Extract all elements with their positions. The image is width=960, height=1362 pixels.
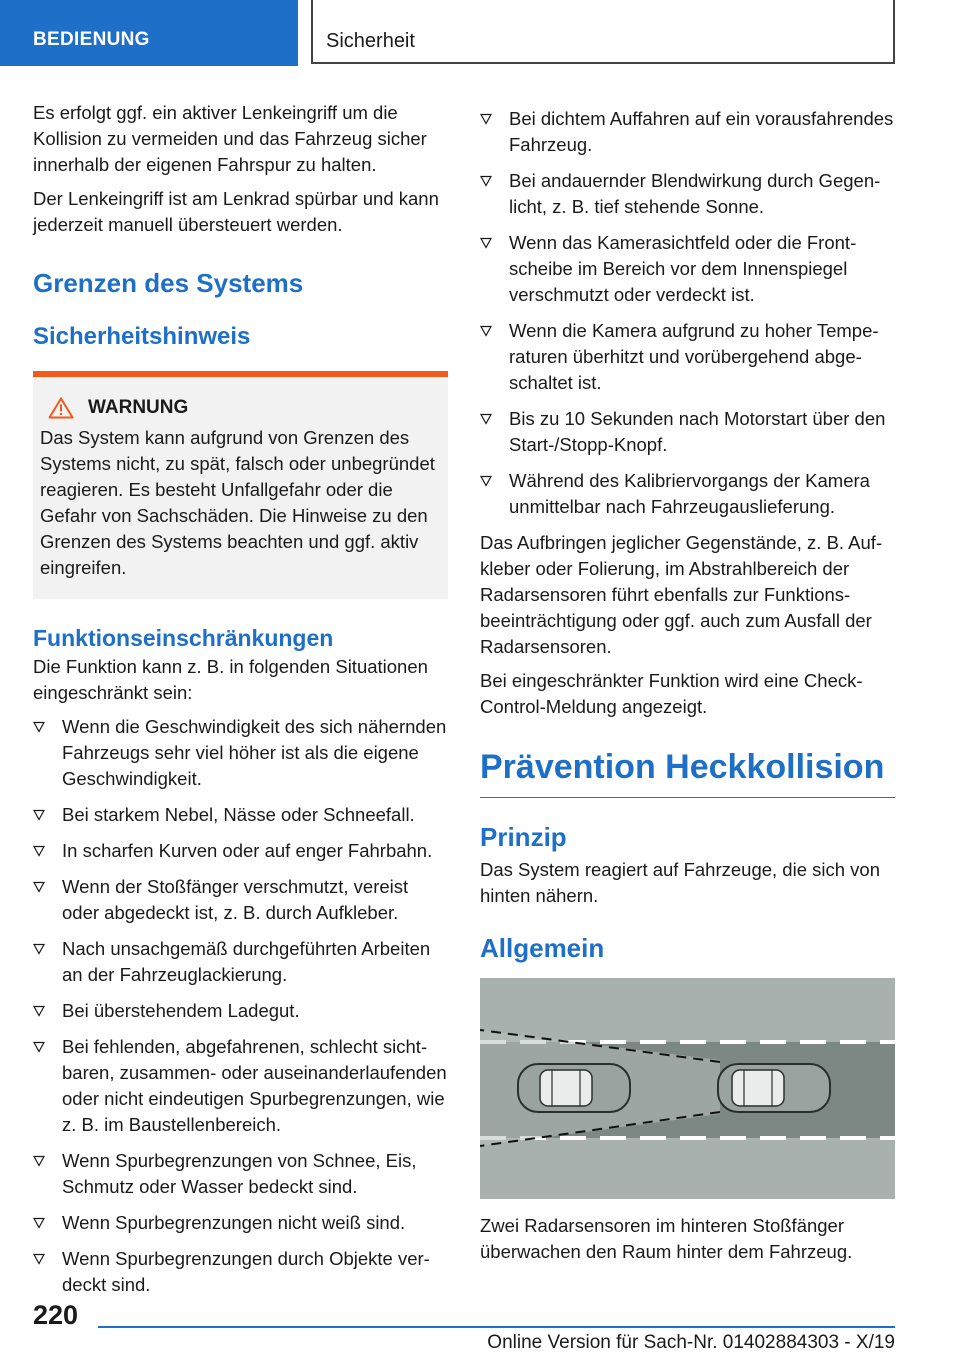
chapter-title: Sicherheit — [311, 0, 895, 64]
list-item: In scharfen Kurven oder auf enger Fahrbahn. — [33, 838, 448, 864]
warning-title: WARNUNG — [88, 397, 189, 418]
list-item: Wenn das Kamerasichtfeld oder die Frontscheibe im Bereich vor dem Innenspiegel verschmutzt oder verdeckt ist. — [480, 230, 895, 308]
list-item: Wenn Spurbegrenzungen nicht weiß sind. — [33, 1210, 448, 1236]
right-column — [480, 100, 895, 1273]
warning-box — [33, 371, 448, 599]
list-item: Wenn Spurbegrenzungen durch Objekte verdeckt sind. — [33, 1246, 448, 1298]
figure-caption: Zwei Radarsensoren im hinteren Stoßfänger überwachen den Raum hinter dem Fahrzeug. — [480, 1215, 853, 1262]
bullet-triangle-icon — [33, 881, 45, 893]
bullet-triangle-icon — [33, 809, 45, 821]
warning-text: Das System kann aufgrund von Grenzen des Systems nicht, zu spät, falsch oder unbegründet reagieren. Es besteht Unfallgefahr oder die Gefahr von Sachschäden. Die Hinweise zu den Grenzen des Systems beachten und ggf. aktiv eingreifen. — [40, 427, 435, 578]
bullet-triangle-icon — [33, 943, 45, 955]
warning-header — [40, 397, 442, 419]
bullet-triangle-icon — [33, 1253, 45, 1265]
bullet-triangle-icon — [33, 1041, 45, 1053]
list-item: Bei dichtem Auffahren auf ein vorausfahrendes Fahrzeug. — [480, 106, 895, 158]
bullet-triangle-icon — [33, 721, 45, 733]
list-item: Wenn der Stoßfänger verschmutzt, vereist oder abgedeckt ist, z. B. durch Aufkleber. — [33, 874, 448, 926]
bullet-triangle-icon — [33, 1217, 45, 1229]
heading-prinzip: Prinzip — [480, 822, 567, 852]
bullet-triangle-icon — [33, 1005, 45, 1017]
paragraph: Der Lenkeingriff ist am Lenkrad spürbar und kann jederzeit manuell übersteuert werden. — [33, 188, 439, 235]
section-tab: BEDIENUNG — [0, 0, 298, 66]
road-scene-graphic — [480, 978, 895, 1199]
online-version-note: Online Version für Sach-Nr. 01402884303 - X/19 — [487, 1332, 895, 1353]
heading-allgemein: Allgemein — [480, 933, 605, 963]
heading-praevention-heckkollision: Prävention Heckkollision — [480, 748, 895, 798]
footer-divider — [98, 1326, 895, 1328]
list-item: Bei starkem Nebel, Nässe oder Schneefall. — [33, 802, 448, 828]
limitation-list-continued — [480, 106, 895, 520]
heading-sicherheitshinweis: Sicherheitshinweis — [33, 323, 251, 350]
bullet-triangle-icon — [480, 475, 492, 487]
heading-funktionseinschraenkungen: Funktionseinschränkungen — [33, 625, 334, 651]
bullet-triangle-icon — [33, 1155, 45, 1167]
list-item: Wenn die Kamera aufgrund zu hoher Temperaturen überhitzt und vorübergehend abgeschaltet ist. — [480, 318, 895, 396]
list-item: Nach unsachgemäß durchgeführten Arbeiten an der Fahrzeuglackierung. — [33, 936, 448, 988]
bullet-triangle-icon — [480, 237, 492, 249]
bullet-triangle-icon — [33, 845, 45, 857]
list-item: Bei fehlenden, abgefahrenen, schlecht sichtbaren, zusammen- oder auseinanderlaufenden oder nicht eindeutigen Spurbegrenzungen, wie z. B. im Baustellenbereich. — [33, 1034, 448, 1138]
paragraph: Das Aufbringen jeglicher Gegenstände, z. B. Aufkleber oder Folierung, im Abstrahlbereich der Radarsensoren führt ebenfalls zur Funktionsbeeinträchtigung oder ggf. auch zum Ausfall der Radarsensoren. — [480, 532, 883, 657]
page-header — [0, 0, 960, 66]
paragraph: Die Funktion kann z. B. in folgenden Situationen eingeschränkt sein: — [33, 656, 428, 703]
rear-car-icon — [518, 1064, 630, 1112]
list-item: Bei überstehendem Ladegut. — [33, 998, 448, 1024]
paragraph: Bei eingeschränkter Funktion wird eine Check-Control-Meldung angezeigt. — [480, 670, 863, 717]
list-item: Bei andauernder Blendwirkung durch Gegenlicht, z. B. tief stehende Sonne. — [480, 168, 895, 220]
bullet-triangle-icon — [480, 175, 492, 187]
list-item: Während des Kalibriervorgangs der Kamera unmittelbar nach Fahrzeugauslieferung. — [480, 468, 895, 520]
heading-grenzen: Grenzen des Systems — [33, 268, 304, 298]
paragraph: Es erfolgt ggf. ein aktiver Lenkeingriff um die Kollision zu vermeiden und das Fahrzeug sicher innerhalb der eigenen Fahrspur zu halten. — [33, 102, 427, 175]
bullet-triangle-icon — [480, 325, 492, 337]
bullet-triangle-icon — [480, 113, 492, 125]
limitation-list — [33, 714, 448, 1298]
warning-triangle-icon — [48, 397, 74, 419]
page-number: 220 — [33, 1300, 79, 1330]
own-car-icon — [718, 1064, 830, 1112]
paragraph: Das System reagiert auf Fahrzeuge, die sich von hinten nähern. — [480, 859, 880, 906]
list-item: Bis zu 10 Sekunden nach Motorstart über den Start-/Stopp-Knopf. — [480, 406, 895, 458]
bullet-triangle-icon — [480, 413, 492, 425]
radar-illustration — [480, 978, 895, 1199]
left-column — [33, 100, 448, 1308]
list-item: Wenn die Geschwindigkeit des sich nähernden Fahrzeugs sehr viel höher ist als die eigene Geschwindigkeit. — [33, 714, 448, 792]
list-item: Wenn Spurbegrenzungen von Schnee, Eis, Schmutz oder Wasser bedeckt sind. — [33, 1148, 448, 1200]
